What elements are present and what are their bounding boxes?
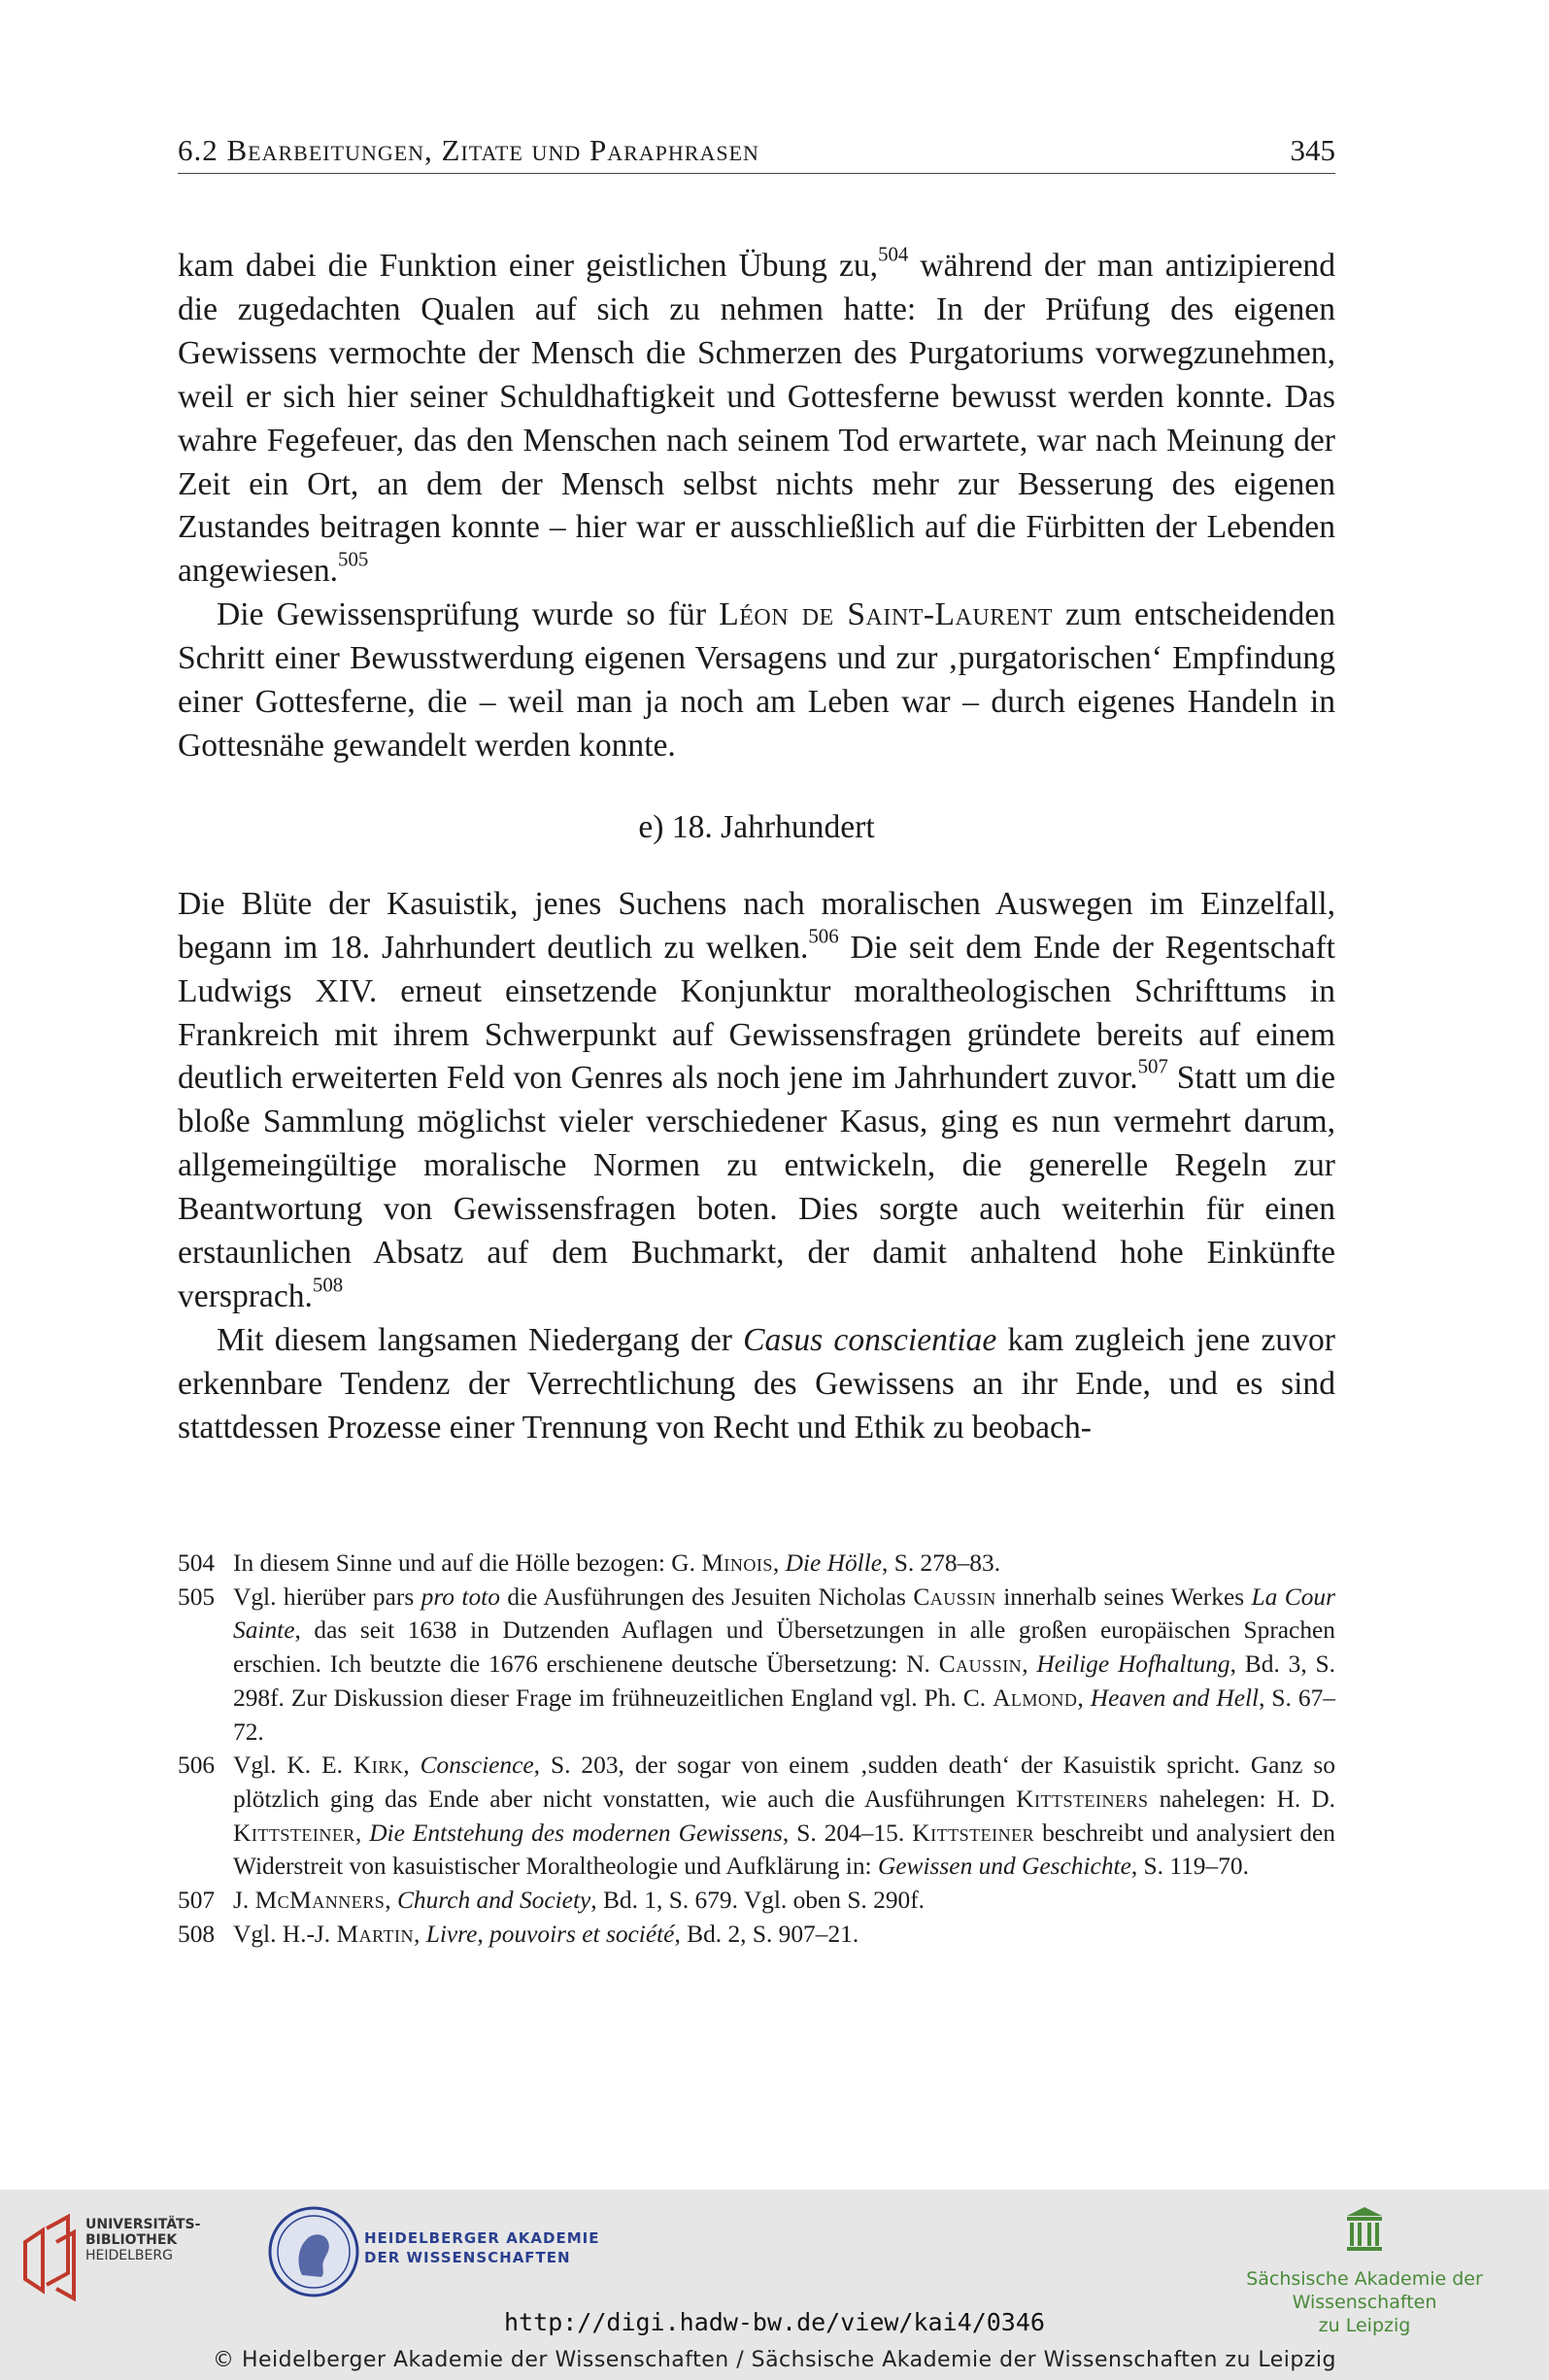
italic-term: Casus conscientiae bbox=[743, 1321, 997, 1358]
author-name: Caussin bbox=[913, 1582, 996, 1611]
title-italic: Livre, pouvoirs et société bbox=[425, 1920, 675, 1948]
saw-line-1: Sächsische Akademie der Wissenschaften bbox=[1246, 2268, 1483, 2313]
text-run: , Bd. 3, S. 298f. Zur Diskussion dieser Frage im frühneuzeitlichen England vgl. Ph. C. bbox=[233, 1650, 1335, 1712]
text-run: Die Blüte der Kasuistik, jenes Suchens nach moralischen Auswegen im Einzelfall, begann im 18. Jahrhundert deutlich zu welken. bbox=[178, 885, 1335, 966]
hadw-line-2: DER WISSENSCHAFTEN bbox=[364, 2249, 571, 2266]
copyright-notice: © Heidelberger Akademie der Wissenschaften / Sächsische Akademie der Wissenschaften zu Leipzig bbox=[212, 2348, 1336, 2372]
saxon-academy-building-icon bbox=[1345, 2207, 1384, 2252]
main-text bbox=[178, 242, 1336, 1450]
author-name: Almond bbox=[993, 1683, 1078, 1712]
text-run: , Bd. 2, S. 907–21. bbox=[674, 1920, 859, 1948]
text-run: , S. 203, der sogar von einem ‚sudden death‘ der Kasuistik spricht. Ganz so plötzlich ging das Ende aber nicht vonstatten, wie auch die Ausführungen bbox=[233, 1751, 1335, 1813]
hadw-line-1: HEIDELBERGER AKADEMIE bbox=[364, 2229, 600, 2247]
text-run: , das seit 1638 in Dutzenden Auflagen und Übersetzungen in alle großen europäischen Sprachen erschien. Ich beutzte die 1676 erschienene deutsche Übersetzung: N. bbox=[233, 1616, 1335, 1679]
person-name: Léon de Saint-Laurent bbox=[719, 596, 1053, 633]
text-run: In diesem Sinne und auf die Hölle bezogen: G. bbox=[233, 1549, 702, 1577]
footnotes bbox=[178, 1547, 1335, 1951]
running-head-section: 6.2 Bearbeitungen, Zitate und Paraphrasen bbox=[178, 133, 759, 167]
text-run: kam zugleich jene zuvor erkennbare Tendenz der Verrechtlichung des Gewissens an ihr Ende, und es sind stattdessen Prozesse einer Trennung von Recht und Ethik zu beobach- bbox=[178, 1321, 1335, 1445]
ub-line-1: UNIVERSITÄTS- bbox=[85, 2217, 201, 2232]
author-name: Caussin bbox=[938, 1650, 1023, 1679]
text-run: , bbox=[403, 1751, 421, 1780]
saw-line-2: zu Leipzig bbox=[1318, 2315, 1411, 2336]
ub-line-3: HEIDELBERG bbox=[85, 2248, 173, 2263]
academy-name bbox=[364, 2228, 600, 2267]
footnote-number: 505 bbox=[178, 1582, 216, 1611]
permalink-url[interactable]: http://digi.hadw-bw.de/view/kai4/0346 bbox=[504, 2308, 1045, 2336]
text-run: zum entscheidenden Schritt einer Bewusstwerdung eigenen Versagens und zur ‚purgatorischen‘ Empfindung einer Gottesferne, die – weil man ja noch am Leben war – durch eigenes Handeln in Gottesnähe gewandelt werden konnte. bbox=[178, 596, 1336, 764]
text-run: , bbox=[414, 1920, 426, 1948]
author-name: McManners bbox=[254, 1887, 386, 1915]
author-name: Minois bbox=[701, 1549, 773, 1577]
page-number: 345 bbox=[1290, 133, 1335, 167]
footnote-number: 504 bbox=[178, 1549, 216, 1577]
footnote-507 bbox=[178, 1884, 1335, 1918]
paragraph-1 bbox=[178, 242, 1335, 594]
ub-line-2: BIBLIOTHEK bbox=[85, 2232, 178, 2248]
text-run: , bbox=[385, 1887, 397, 1915]
title-italic: Conscience bbox=[420, 1751, 534, 1780]
author-name: Kittsteiner bbox=[233, 1819, 355, 1847]
author-name: Kittsteiner bbox=[912, 1819, 1035, 1847]
text-run: nahelegen: H. D. bbox=[1148, 1785, 1335, 1813]
viewer-footer bbox=[0, 2190, 1549, 2380]
author-name: Martin bbox=[336, 1920, 414, 1948]
text-run: kam dabei die Funktion einer geistlichen Übung zu, bbox=[178, 248, 879, 284]
title-italic: Heaven and Hell bbox=[1090, 1683, 1260, 1712]
author-name: Kittsteiners bbox=[1016, 1785, 1149, 1813]
footnote-ref-504: 504 bbox=[878, 242, 909, 266]
footnote-ref-506: 506 bbox=[808, 924, 839, 948]
text-run: Die seit dem Ende der Regentschaft Ludwigs XIV. erneut einsetzende Konjunktur moraltheologischen Schrifttums in Frankreich mit ihrem Schwerpunkt auf Gewissensfragen gründete bereits auf einem deutlich erweiterten Feld von Genres als noch jene im Jahrhundert zuvor. bbox=[178, 929, 1335, 1097]
title-italic: Die Entstehung des modernen Gewissens bbox=[369, 1819, 783, 1847]
title-italic: pro toto bbox=[421, 1582, 500, 1611]
text-run: , bbox=[1022, 1650, 1037, 1679]
footnote-text bbox=[233, 1918, 1335, 1952]
text-run: Vgl. hierüber pars bbox=[233, 1582, 421, 1611]
paragraph-2 bbox=[178, 594, 1335, 768]
university-library-name bbox=[85, 2217, 200, 2263]
text-run: , S. 67–72. bbox=[233, 1683, 1335, 1746]
footnote-504 bbox=[178, 1547, 1335, 1581]
footnote-506 bbox=[178, 1749, 1335, 1884]
text-run: , bbox=[354, 1819, 370, 1847]
section-subheading: e) 18. Jahrhundert bbox=[638, 808, 875, 845]
text-run: , bbox=[772, 1549, 786, 1577]
footnote-508 bbox=[178, 1918, 1335, 1952]
footnote-505 bbox=[178, 1581, 1335, 1750]
footnote-text bbox=[233, 1884, 1335, 1918]
footnote-text bbox=[233, 1547, 1335, 1581]
text-run: , S. 204–15. bbox=[782, 1819, 913, 1847]
footnote-number: 507 bbox=[178, 1887, 216, 1915]
text-run: , S. 119–70. bbox=[1130, 1853, 1249, 1881]
text-run: während der man antizipierend die zugedachten Qualen auf sich zu nehmen hatte: In der Prüfung des eigenen Gewissens vermochte der Mensch die Schmerzen des Purgatoriums vorwegzunehmen, weil er sich hier seiner Schuldhaftigkeit und Gottesferne bewusst werden konnte. Das wahre Fegefeuer, das den Menschen nach seinem Tod erwartete, war nach Meinung der Zeit ein Ort, an dem der Mensch selbst nichts mehr zur Besserung des eigenen Zustandes beitragen konnte – hier war er ausschließlich auf die Fürbitten der Lebenden angewiesen. bbox=[178, 248, 1335, 590]
footnote-text bbox=[233, 1749, 1335, 1884]
paragraph-3 bbox=[178, 883, 1335, 1319]
text-run: J. bbox=[233, 1887, 255, 1915]
text-run: Mit diesem langsamen Niedergang der bbox=[217, 1321, 744, 1358]
text-run: beschreibt und analysiert den Widerstreit von kasuistischer Moraltheologie und Aufklärung in: bbox=[233, 1819, 1335, 1881]
text-run: Statt um die bloße Sammlung möglichst vieler verschiedener Kasus, ging es nun vermehrt darum, allgemeingültige moralische Normen zu entwickeln, die generelle Regeln zur Beantwortung von Gewissensfragen boten. Dies sorgte auch weiterhin für einen erstaunlichen Absatz auf dem Buchmarkt, der damit anhaltend hohe Einkünfte versprach. bbox=[178, 1060, 1336, 1314]
text-run: die Ausführungen des Jesuiten Nicholas bbox=[499, 1582, 914, 1611]
text-run: , S. 278–83. bbox=[882, 1549, 1001, 1577]
footnote-ref-508: 508 bbox=[312, 1273, 344, 1297]
text-run: Vgl. K. E. bbox=[233, 1751, 354, 1780]
running-head bbox=[178, 128, 1335, 174]
footnote-ref-505: 505 bbox=[338, 547, 369, 571]
academy-seal-icon bbox=[267, 2205, 360, 2298]
title-italic: Church and Society bbox=[396, 1887, 591, 1915]
footnote-number: 506 bbox=[178, 1751, 216, 1780]
author-name: Kirk bbox=[353, 1751, 404, 1780]
text-run: Die Gewissensprüfung wurde so für bbox=[217, 596, 720, 633]
footnote-ref-507: 507 bbox=[1137, 1054, 1168, 1078]
footnote-number: 508 bbox=[178, 1920, 216, 1948]
text-run: , Bd. 1, S. 679. Vgl. oben S. 290f. bbox=[590, 1887, 926, 1915]
footnote-text bbox=[233, 1581, 1335, 1750]
text-run: Vgl. H.-J. bbox=[233, 1920, 337, 1948]
text-run: , bbox=[1077, 1683, 1091, 1712]
title-italic: Gewissen und Geschichte bbox=[877, 1853, 1131, 1881]
title-italic: La Cour Sainte bbox=[233, 1582, 1335, 1645]
paragraph-4 bbox=[178, 1319, 1335, 1450]
text-run: innerhalb seines Werkes bbox=[995, 1582, 1252, 1611]
title-italic: Heilige Hofhaltung bbox=[1036, 1650, 1230, 1679]
title-italic: Die Hölle bbox=[785, 1549, 883, 1577]
